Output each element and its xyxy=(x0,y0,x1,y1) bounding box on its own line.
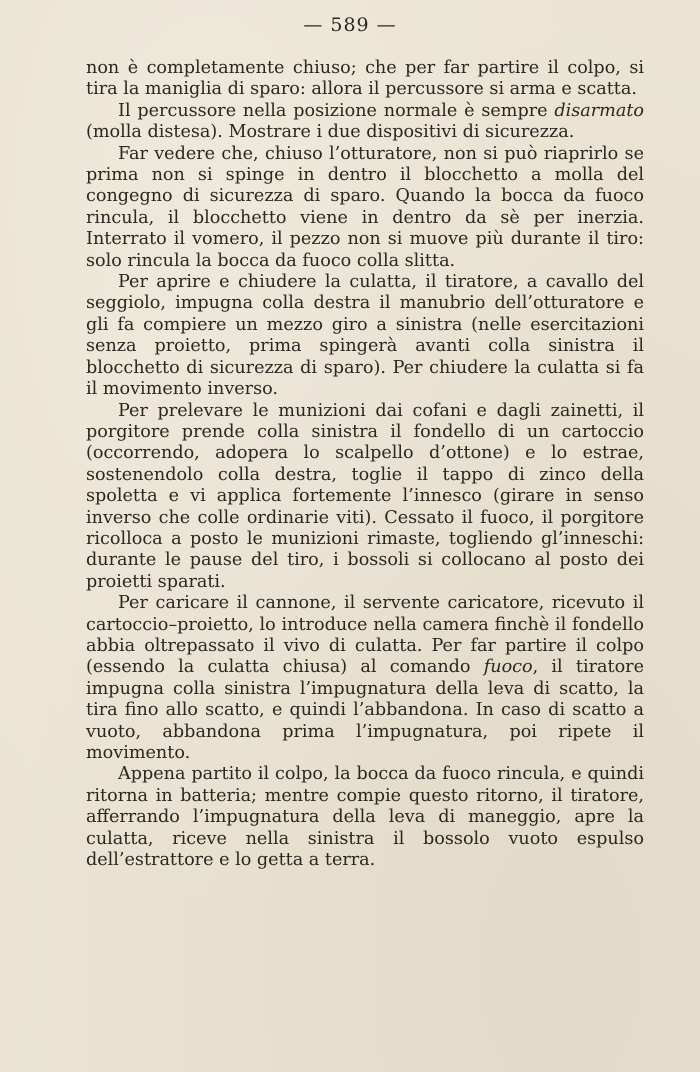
paragraph-2-text-b: (molla distesa). Mostrare i due dispositivi di sicurezza. xyxy=(86,122,575,143)
paragraph-2 xyxy=(86,101,644,144)
page-number: — 589 — xyxy=(303,14,397,36)
paragraph-2-italic-term: disarmato xyxy=(554,100,644,121)
paragraph-6-text-b: , il tiratore impugna colla sinistra l’impugnatura della leva di scatto, la tira fino allo scatto, e quindi l’abbandona. In caso di scatto a vuoto, abbandona prima l’impugnatura, poi ripete il movimento. xyxy=(86,657,644,763)
paragraph-5: Per prelevare le munizioni dai cofani e dagli zainetti, il porgitore prende colla sinistra il fondello di un cartoccio (occorrendo, adopera lo scalpello d’ottone) e lo estrae, sostenendolo colla destra, toglie il tappo di zinco della spoletta e vi applica fortemente l’innesco (girare in senso inverso che colle ordinarie viti). Cessato il fuoco, il porgitore ricolloca a posto le munizioni rimaste, togliendo gl’inneschi: durante le pause del tiro, i bossoli si collocano al posto dei proietti sparati. xyxy=(86,400,644,592)
page-body xyxy=(86,58,644,871)
paragraph-6-text-a: Per caricare il cannone, il servente caricatore, ricevuto il cartoccio–proietto, lo introduce nella camera finchè il fondello abbia oltrepassato il vivo di culatta. Per far partire il colpo (essendo la culatta chiusa) al comando xyxy=(86,593,644,678)
paragraph-2-text-a: Il percussore nella posizione normale è sempre xyxy=(118,100,555,121)
paragraph-1: non è completamente chiuso; che per far partire il colpo, si tira la maniglia di sparo: allora il percussore si arma e scatta. xyxy=(86,58,644,100)
paragraph-3: Far vedere che, chiuso l’otturatore, non si può riaprirlo se prima non si spinge in dentro il blocchetto a molla del congegno di sicurezza di sparo. Quando la bocca da fuoco rincula, il blocchetto viene in dentro da sè per inerzia. Interrato il vomero, il pezzo non si muove più durante il tiro: solo rincula la bocca da fuoco colla slitta. xyxy=(86,143,644,271)
paragraph-6 xyxy=(86,593,644,764)
paragraph-4: Per aprire e chiudere la culatta, il tiratore, a cavallo del seggiolo, impugna colla destra il manubrio dell’otturatore e gli fa compiere un mezzo giro a sinistra (nelle esercitazioni senza proietto, prima spingerà avanti colla sinistra il blocchetto di sicurezza di sparo). Per chiudere la culatta si fa il movimento inverso. xyxy=(86,272,644,400)
paragraph-7: Appena partito il colpo, la bocca da fuoco rincula, e quindi ritorna in batteria; mentre compie questo ritorno, il tiratore, afferrando l’impugnatura della leva di maneggio, apre la culatta, riceve nella sinistra il bossolo vuoto espulso dell’estrattore e lo getta a terra. xyxy=(86,764,644,871)
paragraph-6-italic-term: fuoco xyxy=(483,657,533,678)
